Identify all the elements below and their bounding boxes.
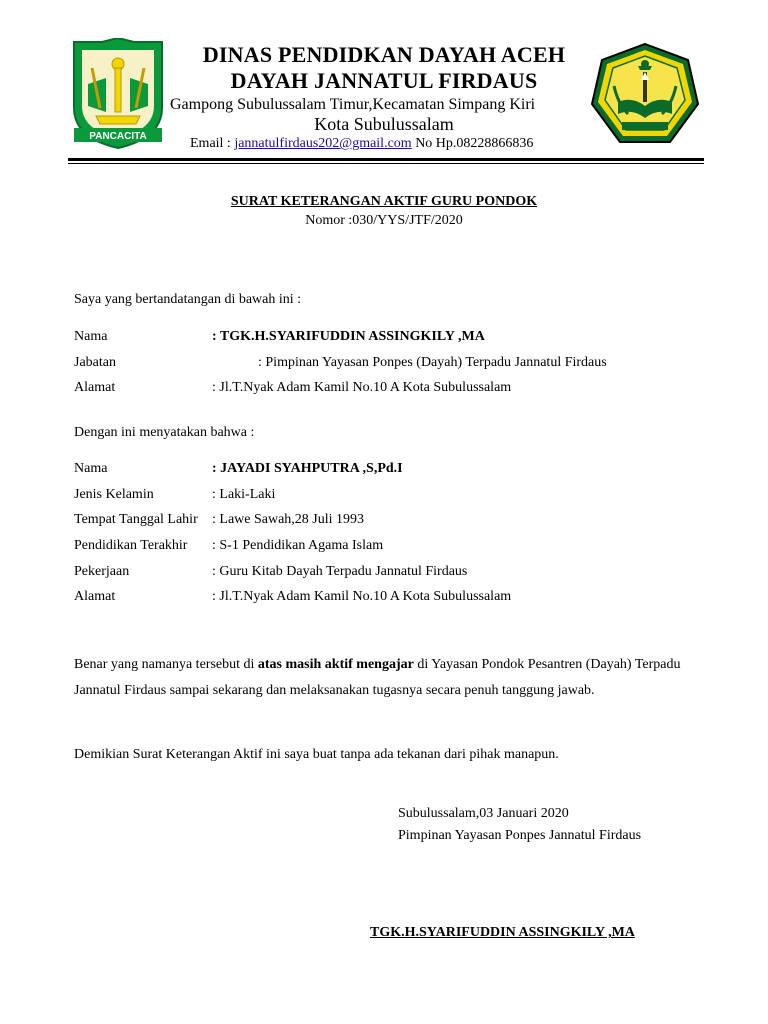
header-institution: DINAS PENDIDKAN DAYAH ACEH: [202, 42, 566, 67]
subject-gender-value: : Laki-Laki: [212, 487, 276, 502]
subject-job-value: : Guru Kitab Dayah Terpadu Jannatul Firdaus: [212, 564, 468, 579]
statement-text: Dengan ini menyatakan bahwa :: [74, 425, 255, 440]
header-address: Gampong Subulussalam Timur,Kecamatan Simpang Kiri: [170, 96, 536, 113]
subject-job-label: Pekerjaan: [74, 564, 130, 579]
closing-position: Pimpinan Yayasan Ponpes Jannatul Firdaus: [398, 828, 642, 843]
signer-address-value: : Jl.T.Nyak Adam Kamil No.10 A Kota Subulussalam: [212, 380, 512, 395]
subject-name-value: : JAYADI SYAHPUTRA ,S,Pd.I: [212, 461, 403, 476]
body-paragraph-1-emphasis: atas masih aktif mengajar: [257, 657, 414, 672]
signer-position-value: : Pimpinan Yayasan Ponpes (Dayah) Terpadu Jannatul Firdaus: [258, 355, 607, 370]
header-divider-thin: [68, 163, 704, 164]
body-paragraph-1-start: Benar yang namanya tersebut di: [74, 657, 258, 672]
body-paragraph-2: Demikian Surat Keterangan Aktif ini saya buat tanpa ada tekanan dari pihak manapun.: [74, 747, 559, 762]
phone-number: No Hp.08228866836: [411, 136, 534, 151]
subject-name-label: Nama: [74, 461, 108, 476]
subject-gender-label: Jenis Kelamin: [74, 487, 154, 502]
closing-place-date: Subulussalam,03 Januari 2020: [398, 806, 569, 821]
signer-name-label: Nama: [74, 329, 108, 344]
header-school-name: DAYAH JANNATUL FIRDAUS: [230, 68, 538, 93]
body-paragraph-1: [74, 652, 714, 704]
email-link[interactable]: jannatulfirdaus202@gmail.com: [234, 136, 412, 151]
subject-address-value: : Jl.T.Nyak Adam Kamil No.10 A Kota Subulussalam: [212, 589, 512, 604]
email-label: Email :: [190, 136, 235, 151]
body-paragraph-1-end: di Yayasan Pondok Pesantren (Dayah) Terpadu Jannatul Firdaus sampai sekarang dan melaksanakan tugasnya secara penuh tanggung jawab.: [74, 657, 681, 698]
letter-title: SURAT KETERANGAN AKTIF GURU PONDOK: [230, 194, 538, 209]
subject-birth-label: Tempat Tanggal Lahir: [74, 512, 198, 527]
subject-birth-value: : Lawe Sawah,28 Juli 1993: [212, 512, 365, 527]
letter-number: Nomor :030/YYS/JTF/2020: [305, 213, 463, 228]
signer-signature-name: TGK.H.SYARIFUDDIN ASSINGKILY ,MA: [370, 925, 635, 940]
subject-address-label: Alamat: [74, 589, 116, 604]
header-contact: [190, 136, 533, 152]
signer-address-label: Alamat: [74, 380, 116, 395]
subject-education-label: Pendidikan Terakhir: [74, 538, 188, 553]
signer-name-value: : TGK.H.SYARIFUDDIN ASSINGKILY ,MA: [212, 329, 485, 344]
pancacita-logo-text: PANCACITA: [89, 131, 147, 142]
intro-text: Saya yang bertandatangan di bawah ini :: [74, 292, 302, 307]
signer-position-label: Jabatan: [74, 355, 116, 370]
header-divider: [68, 158, 704, 161]
header-city: Kota Subulussalam: [314, 114, 454, 134]
subject-education-value: : S-1 Pendidikan Agama Islam: [212, 538, 384, 553]
